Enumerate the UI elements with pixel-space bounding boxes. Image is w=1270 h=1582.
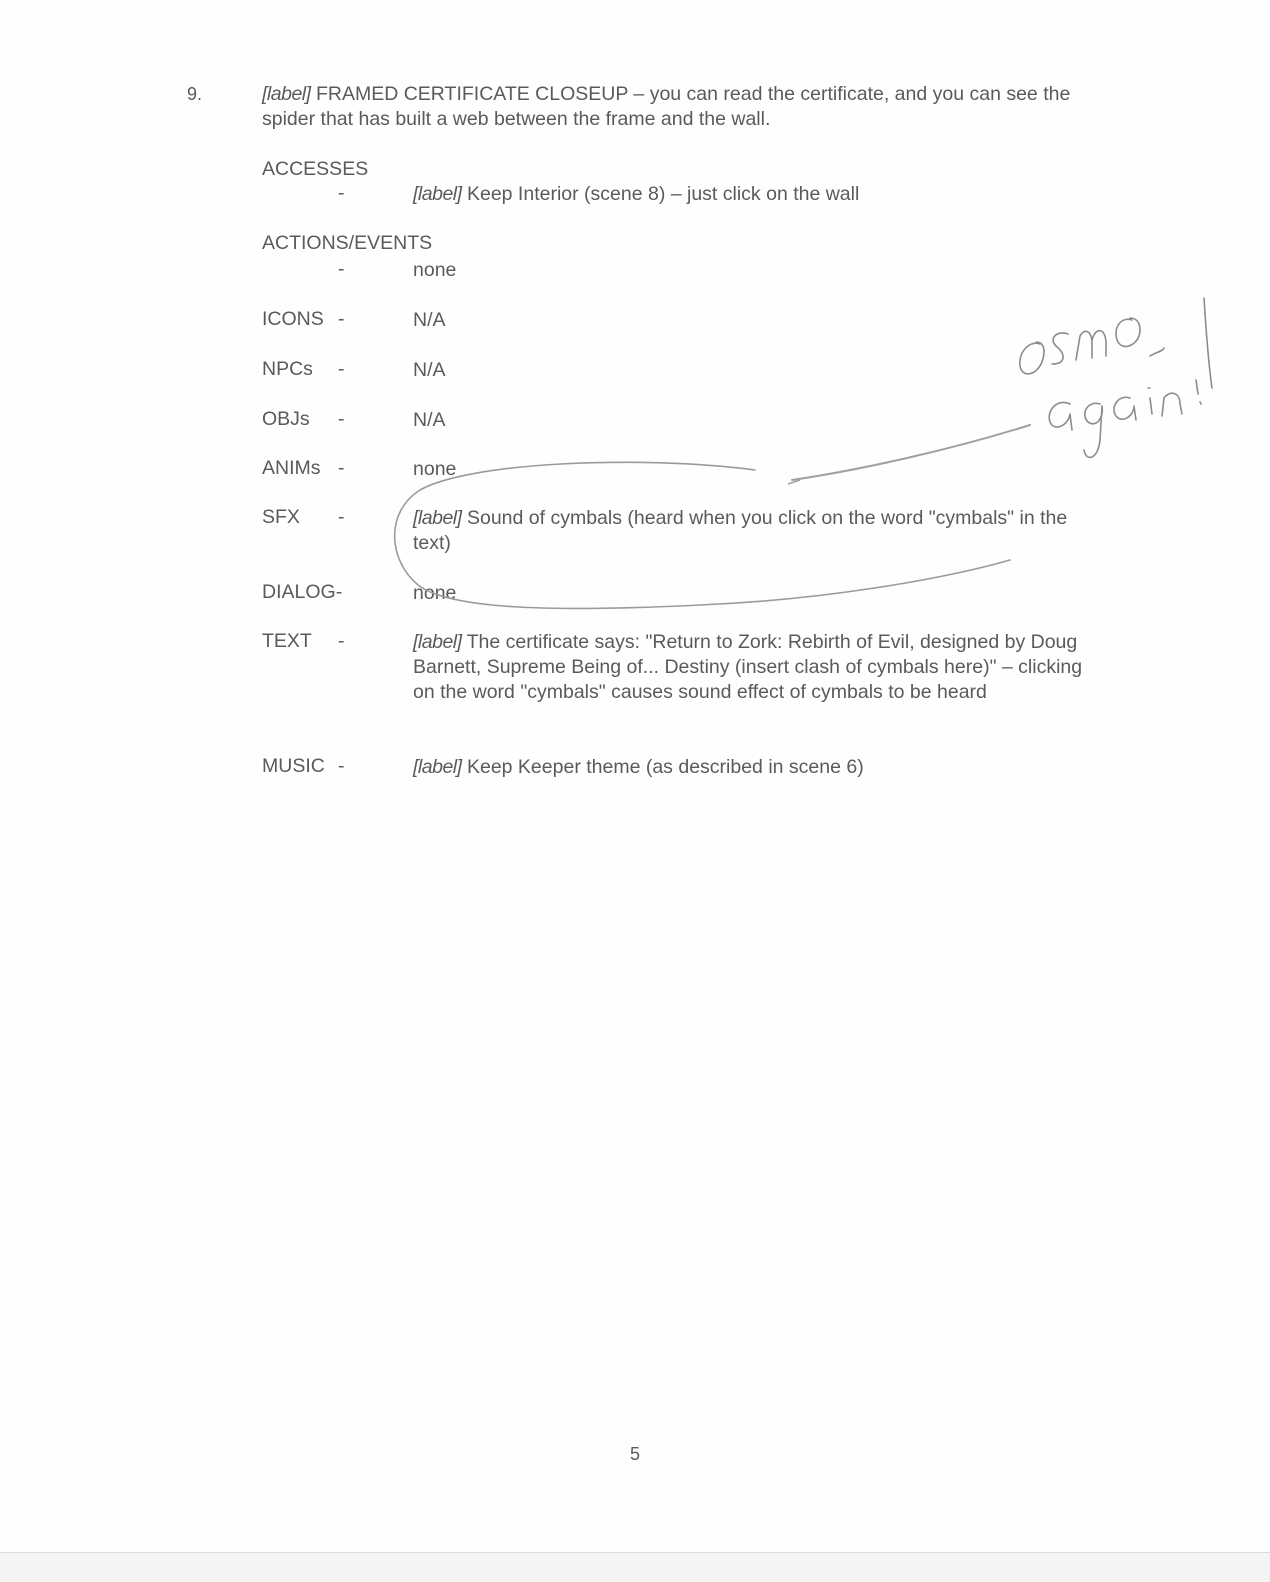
item-label: [label] — [262, 83, 311, 105]
music-dash: - — [338, 755, 345, 777]
anims-value: none — [413, 458, 457, 480]
sfx-value — [413, 506, 1093, 556]
icons-value: N/A — [413, 309, 446, 331]
dialog-heading — [262, 581, 342, 604]
anims-dash: - — [338, 457, 345, 479]
text-label: [label] — [413, 631, 462, 653]
actions-events-heading: ACTIONS/EVENTS — [262, 232, 433, 254]
sfx-heading: SFX — [262, 506, 300, 528]
actions-events-value: none — [413, 259, 457, 281]
dialog-dash: - — [335, 581, 343, 603]
music-text: Keep Keeper theme (as described in scene 6) — [466, 756, 864, 778]
sfx-label: [label] — [413, 507, 462, 529]
item-number: 9. — [187, 84, 203, 104]
music-label: [label] — [413, 756, 462, 778]
dialog-heading-text: DIALOG — [262, 581, 336, 603]
sfx-text: Sound of cymbals (heard when you click on the word "cymbals" in the text) — [413, 507, 1068, 554]
dialog-value: none — [413, 582, 457, 604]
item-title-text: FRAMED CERTIFICATE CLOSEUP – you can read the certificate, and you can see the spider that has built a web between the frame and the wall. — [262, 83, 1071, 130]
text-dash: - — [338, 630, 345, 652]
accesses-value — [413, 182, 1093, 207]
page-number: 5 — [630, 1444, 641, 1464]
icons-dash: - — [338, 308, 345, 330]
accesses-dash: - — [338, 182, 345, 204]
scan-bottom-edge — [0, 1552, 1270, 1582]
anims-heading: ANIMs — [262, 457, 321, 479]
music-heading: MUSIC — [262, 755, 325, 777]
objs-heading: OBJs — [262, 408, 310, 430]
text-text: The certificate says: "Return to Zork: Rebirth of Evil, designed by Doug Barnett, Supreme Being of... Destiny (insert clash of cymbals here)" – clicking on the word "cymbals" causes sound effect of cymbals to be heard — [413, 631, 1083, 703]
sfx-dash: - — [338, 506, 345, 528]
npcs-dash: - — [338, 358, 345, 380]
text-heading: TEXT — [262, 630, 312, 652]
text-value — [413, 630, 1093, 705]
npcs-value: N/A — [413, 359, 446, 381]
actions-events-dash: - — [338, 258, 345, 280]
objs-dash: - — [338, 408, 345, 430]
npcs-heading: NPCs — [262, 358, 313, 380]
accesses-text: Keep Interior (scene 8) – just click on the wall — [466, 183, 860, 205]
accesses-heading: ACCESSES — [262, 158, 369, 180]
item-description — [262, 82, 1082, 132]
objs-value: N/A — [413, 409, 446, 431]
accesses-label: [label] — [413, 183, 462, 205]
icons-heading: ICONS — [262, 308, 324, 330]
music-value — [413, 755, 1093, 780]
